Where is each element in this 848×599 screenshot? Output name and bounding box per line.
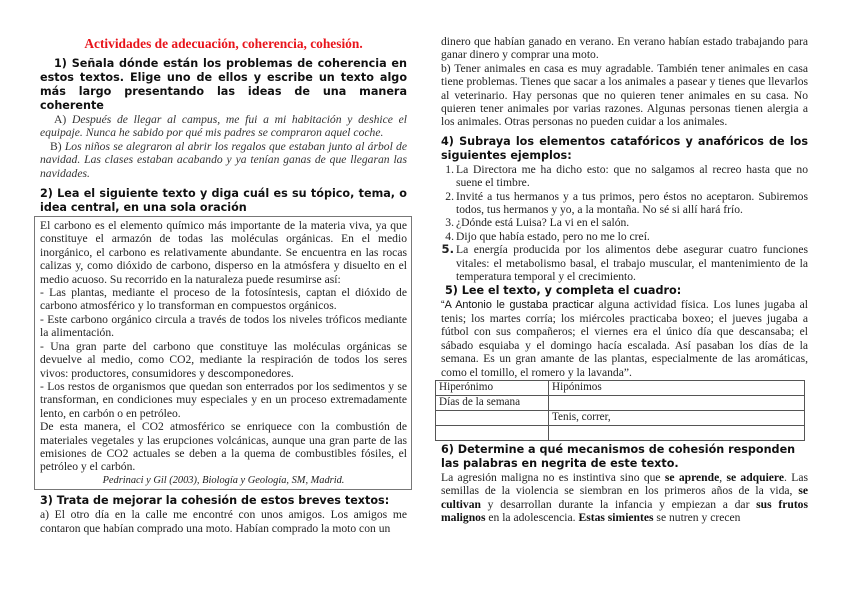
table-row bbox=[436, 410, 805, 425]
table-cell: Hipónimos bbox=[549, 380, 805, 395]
item-text: La Directora me ha dicho esto: que no salgamos al recreo hasta que no suene el timbre. bbox=[456, 162, 808, 190]
table-cell: Días de la semana bbox=[436, 395, 549, 410]
item-text: La energía producida por los alimentos debe asegurar cuatro funciones vitales: el metabolismo basal, el trabajo muscular, el mantenimiento de la temperatura temporal y el crecimiento. bbox=[456, 243, 808, 284]
q1-heading: 1) Señala dónde están los problemas de coherencia en estos textos. Elige uno de ellos y escribe un texto algo más largo presentando las ideas de una manera coherente bbox=[40, 57, 407, 112]
list-item bbox=[441, 230, 808, 243]
q2-text-box bbox=[34, 216, 412, 490]
bold-term: Estas simientes bbox=[578, 511, 654, 525]
table-cell: Tenis, correr, bbox=[549, 410, 805, 425]
q2-paragraph: - Este carbono orgánico circula a través de todos los niveles tróficos mediante la alimentación. bbox=[40, 312, 407, 340]
bold-term: se adquiere bbox=[726, 470, 785, 484]
table-cell bbox=[436, 425, 549, 440]
q5-table bbox=[435, 380, 805, 441]
table-cell bbox=[436, 410, 549, 425]
q1-text-b bbox=[40, 140, 407, 180]
text-segment: La agresión maligna no es instintiva sino que bbox=[441, 470, 665, 484]
item-text: ¿Dónde está Luisa? La vi en el salón. bbox=[456, 216, 630, 230]
q1-a-label: A) bbox=[54, 113, 67, 126]
q1-b-text: Los niños se alegraron al abrir los regalos que estaban junto al árbol de navidad. Las clases estaban acabando y ya tenían ganas de que llegaran las navidades. bbox=[40, 139, 407, 180]
q4-heading: 4) Subraya los elementos catafóricos y anafóricos de los siguientes ejemplos: bbox=[441, 134, 808, 162]
q3-text-b: b) Tener animales en casa es muy agradable. También tener animales en casa tiene problemas. Tienes que sacar a los animales a pasear y tienes que llevarlos al veterinario. Hay personas que no quieren tener animales en su casa. No quieren tener animales por varias razones. Algunas personas tienen alergia a los animales. Otras personas no pueden cuidar a los animales. bbox=[441, 61, 808, 129]
q3-heading: 3) Trata de mejorar la cohesión de estos breves textos: bbox=[40, 494, 390, 508]
table-cell bbox=[549, 395, 805, 410]
q5-text bbox=[441, 298, 808, 379]
q2-citation: Pedrinaci y Gil (2003), Biología y Geología, SM, Madrid. bbox=[102, 474, 345, 486]
q1-b-label: B) bbox=[50, 139, 62, 153]
text-segment: se nutren y crecen bbox=[653, 511, 741, 525]
item-number: 2. bbox=[445, 189, 454, 203]
bold-term: se cultivan bbox=[441, 484, 808, 511]
list-item bbox=[441, 216, 808, 229]
q6-text bbox=[441, 471, 808, 525]
q5-heading: 5) Lee el texto, y completa el cuadro: bbox=[445, 283, 682, 297]
q2-paragraph: - Las plantas, mediante el proceso de la fotosíntesis, captan el dióxido de carbono atmosférico y lo transforman en compuestos orgánicos. bbox=[40, 286, 407, 313]
item-number: 4. bbox=[445, 229, 454, 243]
table-cell: Hiperónimo bbox=[436, 380, 549, 395]
table-row bbox=[436, 380, 805, 395]
list-item bbox=[441, 190, 808, 217]
q1-a-text: Después de llegar al campus, me fui a mi habitación y deshice el equipaje. Nunca he sabido por qué mis padres se compraron aquel coche. bbox=[40, 113, 407, 140]
text-segment: . Las semillas de la violencia se siembran en los primeros años de la vida, bbox=[441, 470, 808, 498]
list-item bbox=[441, 163, 808, 190]
table-cell bbox=[549, 425, 805, 440]
text-segment: y desarrollan durante la infancia y empiezan a dar bbox=[480, 497, 757, 511]
q2-heading: 2) Lea el siguiente texto y diga cuál es su tópico, tema, o idea central, en una sola oración bbox=[40, 187, 407, 215]
item-number: 1. bbox=[445, 162, 454, 176]
q5-lead: “A Antonio le gustaba practicar bbox=[441, 298, 594, 311]
bold-term: se aprende bbox=[664, 470, 720, 484]
q2-paragraph: De esta manera, el CO2 atmosférico se enriquece con la combustión de materiales vegetales y las erupciones volcánicas, aunque una gran parte de las emisiones de CO2 actuales se deben a la quema de combustibles fósiles, el petróleo y el carbón. bbox=[40, 420, 407, 474]
q2-paragraph: - Una gran parte del carbono que constituye las moléculas orgánicas se devuelve al medio, como CO2, mediante la respiración de todos los seres vivos: productores, consumidores y descomponedores. bbox=[40, 339, 407, 380]
table-row bbox=[436, 425, 805, 440]
q1-text-a bbox=[40, 113, 407, 140]
q3-text-a-continued: dinero que habían ganado en verano. En verano habían estado trabajando para ganar dinero y comprar una moto. bbox=[441, 35, 808, 62]
page-title: Actividades de adecuación, coherencia, cohesión. bbox=[84, 36, 363, 51]
q5-body: alguna actividad física. Los lunes jugaba al tenis; los martes corría; los miércoles practicaba boxeo; el jueves jugaba a fútbol con sus compañeros; el viernes era el único día que descansaba; el sábado esquiaba y el domingo hacía escalada. Así pasaban los días de la semana. Es un gran amante de las plantas, especialmente de las aromáticas, como el tomillo, el romero y la lavanda”. bbox=[441, 297, 809, 379]
text-segment: , bbox=[719, 470, 727, 484]
item-text: Dijo que había estado, pero no me lo creí. bbox=[456, 229, 650, 243]
item-number: 3. bbox=[445, 216, 454, 230]
item-text: Invité a tus hermanos y a tus primos, pero éstos no aceptaron. Subiremos todos, tus hermanos y yo, a la montaña. No sé si allí hará frío. bbox=[456, 189, 808, 217]
q6-heading: 6) Determine a qué mecanismos de cohesión responden las palabras en negrita de este texto. bbox=[441, 442, 796, 470]
q2-paragraph: - Los restos de organismos que quedan son enterrados por los sedimentos y se transforman, en condiciones muy especiales y en un proceso extremadamente lento, en carbón o en petróleo. bbox=[40, 379, 407, 420]
q4-list bbox=[441, 163, 808, 284]
item-number: 5. bbox=[441, 242, 454, 257]
list-item bbox=[441, 243, 808, 283]
bold-term: sus frutos malignos bbox=[441, 497, 808, 525]
q3-text-a: a) El otro día en la calle me encontré con unos amigos. Los amigos me contaron que habían comprado una moto. Habían comprado la moto con un bbox=[40, 508, 407, 535]
left-column bbox=[40, 36, 407, 535]
text-segment: en la adolescencia. bbox=[485, 511, 579, 525]
table-row bbox=[436, 395, 805, 410]
right-column bbox=[441, 35, 808, 525]
q2-paragraph: El carbono es el elemento químico más importante de la materia viva, ya que constituye el armazón de todas las moléculas orgánicas. En el medio inorgánico, el carbono es relativamente abundante. Se encuentra en las rocas calizas y, como dióxido de carbono, disperso en la atmósfera y disuelto en el medio acuoso. Su recorrido en la naturaleza puede resumirse así: bbox=[40, 219, 407, 286]
